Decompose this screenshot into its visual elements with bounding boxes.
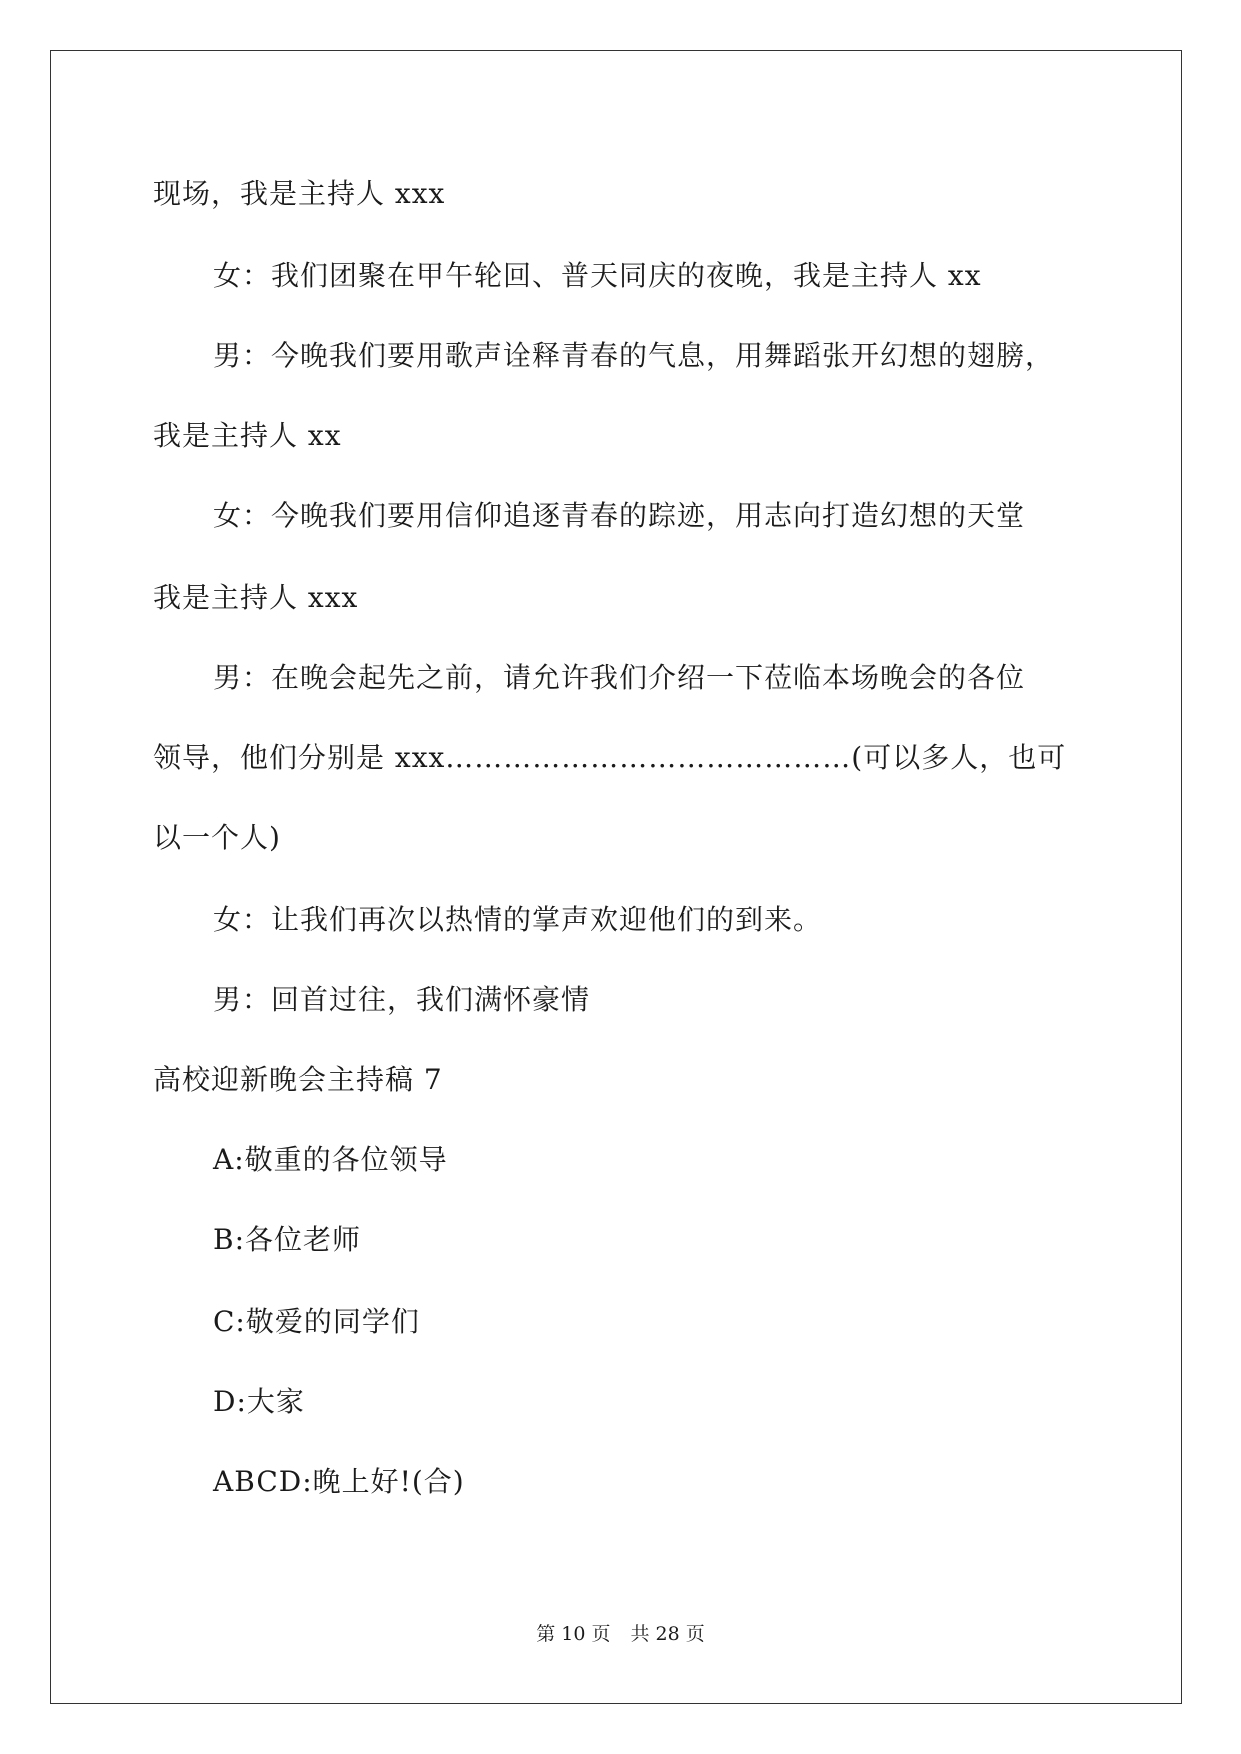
page-border [50, 50, 1182, 1704]
text-line: 男：回首过往，我们满怀豪情 [213, 983, 591, 1016]
text-line: 我是主持人 xxx [153, 581, 359, 614]
text-line: 现场，我是主持人 xxx [153, 177, 446, 210]
text-line: 领导，他们分别是 xxx……………………………………(可以多人，也可 [153, 741, 1067, 774]
text-line: ABCD:晚上好!(合) [213, 1465, 465, 1498]
text-line: 女：让我们再次以热情的掌声欢迎他们的到来。 [213, 903, 823, 936]
text-line: B:各位老师 [213, 1223, 362, 1256]
text-line: 女：我们团聚在甲午轮回、普天同庆的夜晚，我是主持人 xx [213, 259, 982, 292]
page-footer [0, 1622, 1241, 1646]
text-line: D:大家 [213, 1385, 305, 1418]
text-line: 以一个人) [153, 821, 281, 854]
current-page-number: 第 10 页 [536, 1623, 611, 1645]
section-heading: 高校迎新晚会主持稿 7 [153, 1063, 443, 1096]
text-line: A:敬重的各位领导 [213, 1143, 448, 1176]
total-page-count: 共 28 页 [630, 1623, 705, 1645]
text-line: 我是主持人 xx [153, 419, 342, 452]
text-line: 男：在晚会起先之前，请允许我们介绍一下莅临本场晚会的各位 [213, 661, 1026, 694]
text-line: 男：今晚我们要用歌声诠释青春的气息，用舞蹈张开幻想的翅膀， [213, 339, 1055, 372]
text-line: C:敬爱的同学们 [213, 1305, 420, 1338]
text-line: 女：今晚我们要用信仰追逐青春的踪迹，用志向打造幻想的天堂 [213, 499, 1026, 532]
